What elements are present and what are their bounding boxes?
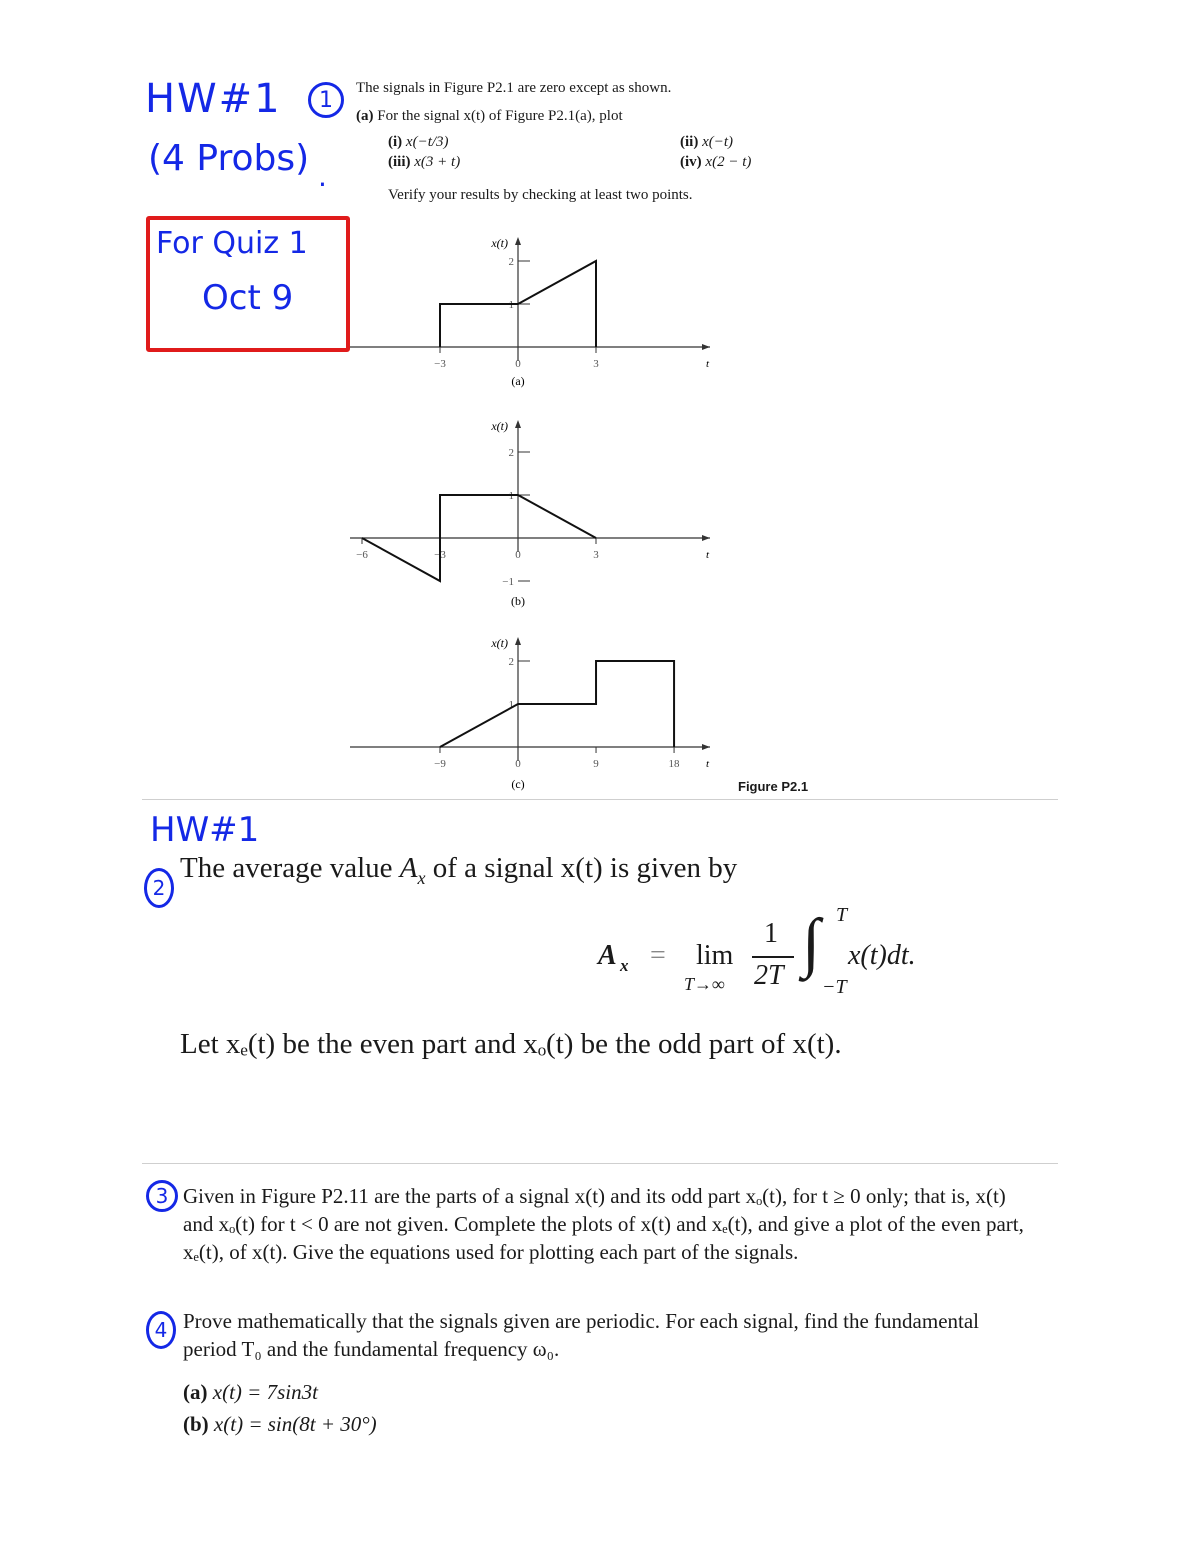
item-iii-label: (iii): [388, 154, 411, 170]
problem4-item-b: [183, 1410, 377, 1438]
divider-2: [142, 1163, 1058, 1164]
y-axis-label: x(t): [491, 236, 508, 250]
problem-2-circle: 2: [144, 868, 174, 908]
y-tick-label: 2: [508, 256, 514, 268]
problem-1-circle: 1: [308, 82, 344, 118]
y-tick-label: −1: [502, 576, 514, 588]
formula-lim: lim: [696, 940, 734, 971]
formula-integral: ∫: [802, 906, 821, 979]
x-axis-label: t: [706, 758, 710, 770]
plot-sublabel: (a): [511, 374, 525, 388]
problem1-item-ii: [680, 134, 733, 151]
problem4-item-a: [183, 1378, 318, 1406]
p2-A: A: [399, 852, 418, 884]
item-iv-expr: x(2 − t): [705, 154, 752, 170]
formula-A: A: [598, 940, 617, 971]
handwritten-four-problems: (4 Probs): [148, 138, 310, 179]
problem1-item-i: [388, 134, 449, 151]
x-axis-label: t: [706, 358, 710, 370]
formula-integrand: x(t)dt.: [848, 940, 916, 971]
x-tick-label: 0: [515, 549, 521, 561]
formula-int-lower: −T: [822, 976, 847, 998]
problem-3-circle: 3: [146, 1180, 178, 1212]
problem3-text: Given in Figure P2.11 are the parts of a signal x(t) and its odd part xₒ(t), for t ≥ 0 only; that is, x(t) and xₒ(t) for t < 0 are not given. Complete the plots of x(t) and xₑ(t), and give a plot of the even part, xₑ(t), of x(t). Give the equations used for plotting each part of the signals.: [183, 1184, 1024, 1264]
quiz-note-line1: For Quiz 1: [156, 226, 308, 261]
average-value-formula: [598, 904, 958, 1002]
item-ii-label: (ii): [680, 134, 699, 150]
signal-line: [440, 661, 674, 747]
figure-caption: Figure P2.1: [738, 779, 809, 794]
part-a-text: For the signal x(t) of Figure P2.1(a), plot: [377, 108, 623, 124]
y-tick-label: 2: [508, 447, 514, 459]
p4-item-b-expr: x(t) = sin(8t + 30°): [213, 1412, 377, 1436]
x-tick-label: 0: [515, 358, 521, 370]
plot-sublabel: (c): [511, 777, 525, 791]
y-tick-label: 1: [508, 490, 514, 502]
problem2-let: Let xₑ(t) be the even part and xₒ(t) be the odd part of x(t).: [180, 1028, 842, 1060]
formula-int-upper: T: [836, 904, 848, 926]
quiz-note-box: [146, 216, 350, 352]
y-axis-label: x(t): [491, 636, 508, 650]
formula-frac-bar: [752, 956, 794, 958]
item-iii-expr: x(3 + t): [414, 154, 461, 170]
x-tick-label: 18: [668, 758, 680, 770]
x-tick-label: 3: [593, 549, 599, 561]
y-tick-label: 1: [508, 699, 514, 711]
item-ii-expr: x(−t): [702, 134, 734, 150]
part-a-label: (a): [356, 108, 374, 124]
x-axis-arrow: [702, 744, 710, 750]
x-axis-arrow: [702, 535, 710, 541]
y-tick-label: 1: [508, 299, 514, 311]
p4-item-a-expr: x(t) = 7sin3t: [212, 1380, 318, 1404]
x-axis-arrow: [702, 344, 710, 350]
y-axis-arrow: [515, 237, 521, 245]
problem1-item-iv: [680, 154, 751, 171]
handwritten-hw1-mid: HW#1: [150, 810, 260, 850]
formula-A-sub: x: [620, 956, 629, 975]
p2-A-sub: x: [417, 867, 426, 888]
handwritten-dot: .: [318, 160, 327, 193]
problem4-text: Prove mathematically that the signals given are periodic. For each signal, find the fundamental period T₀ and the fundamental frequency ω₀.: [183, 1309, 980, 1361]
x-tick-label: −3: [434, 549, 446, 561]
formula-frac-den: 2T: [754, 960, 784, 991]
p4-item-b-label: (b): [183, 1412, 209, 1436]
x-tick-label: −9: [434, 758, 446, 770]
item-i-label: (i): [388, 134, 403, 150]
plot-sublabel: (b): [511, 594, 525, 608]
problem1-part-a: [356, 108, 623, 125]
x-tick-label: −6: [356, 549, 368, 561]
problem1-intro: The signals in Figure P2.1 are zero except as shown.: [356, 80, 672, 96]
y-axis-arrow: [515, 420, 521, 428]
quiz-note-line2: Oct 9: [202, 278, 294, 318]
formula-lim-sub: T→∞: [684, 974, 725, 994]
formula-equals: =: [650, 940, 666, 971]
y-tick-label: 2: [508, 656, 514, 668]
y-axis-arrow: [515, 637, 521, 645]
problem1-verify: Verify your results by checking at least two points.: [388, 187, 693, 203]
formula-frac-num: 1: [764, 918, 778, 949]
p2-text-after: of a signal x(t) is given by: [425, 852, 738, 884]
handwritten-hw1-title: HW#1: [145, 76, 282, 122]
problem1-item-iii: [388, 154, 460, 171]
problem-4-circle: 4: [146, 1311, 176, 1349]
problem2-statement: [180, 852, 737, 889]
x-tick-label: −3: [434, 358, 446, 370]
divider-1: [142, 799, 1058, 800]
p2-text-before: The average value: [180, 852, 400, 884]
x-tick-label: 9: [593, 758, 599, 770]
figure-p2-1-plots: [350, 236, 710, 791]
x-tick-label: 0: [515, 758, 521, 770]
item-i-expr: x(−t/3): [405, 134, 449, 150]
figure-p2-1: [340, 225, 740, 805]
y-axis-label: x(t): [491, 419, 508, 433]
item-iv-label: (iv): [680, 154, 702, 170]
x-axis-label: t: [706, 549, 710, 561]
p4-item-a-label: (a): [183, 1380, 208, 1404]
x-tick-label: 3: [593, 358, 599, 370]
